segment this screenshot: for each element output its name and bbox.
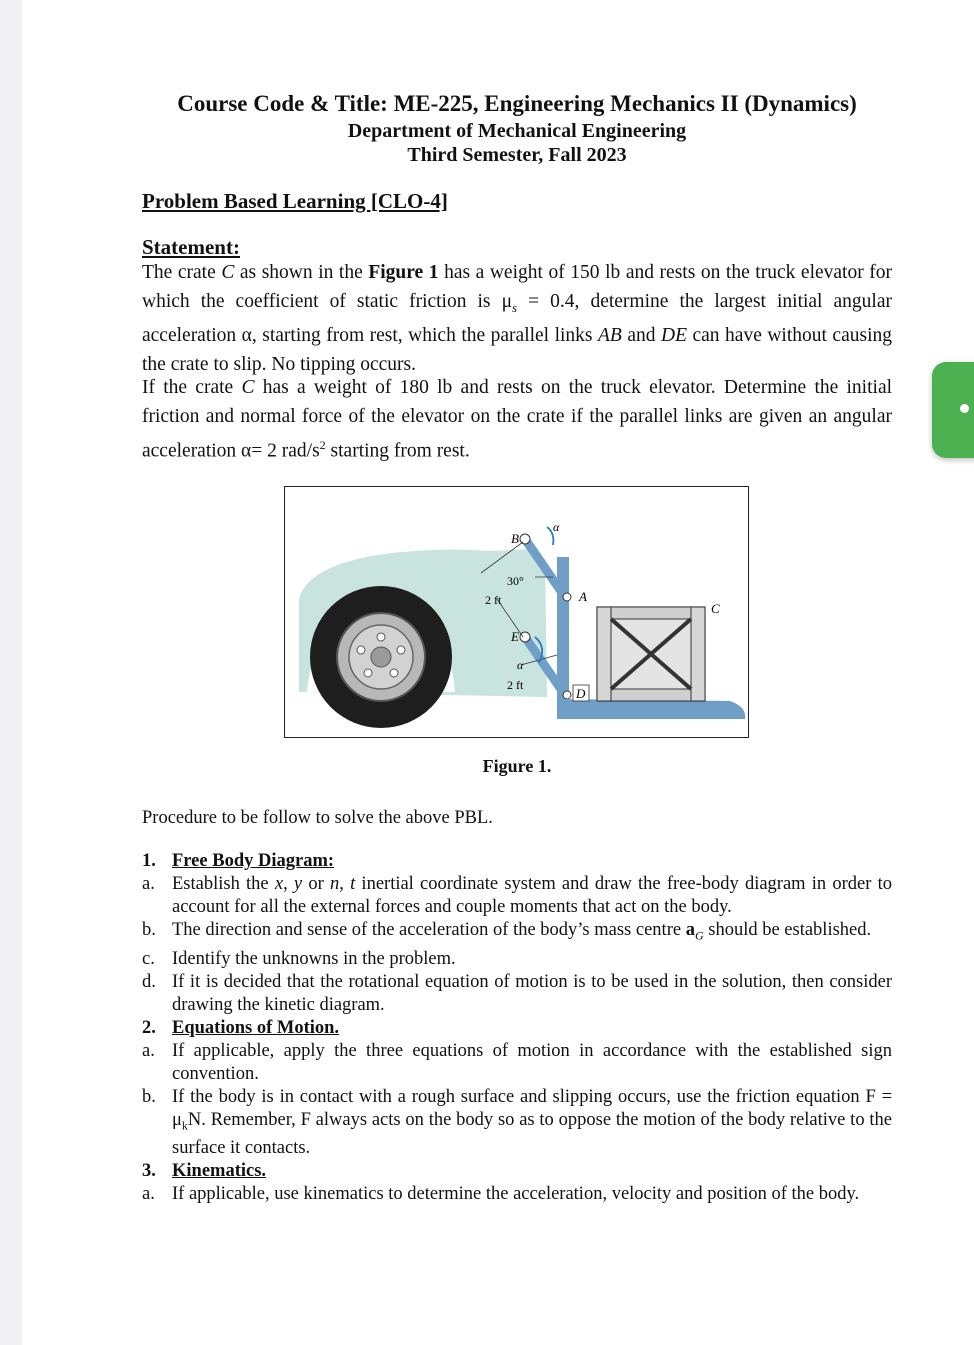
step-1a: a. Establish the x, y or n, t inertial coordinate system and draw the free-body diagram in order to account for all the external forces and couple moments that act on the body. [142, 874, 893, 917]
statement-paragraph-1: The crate C as shown in the Figure 1 has a weight of 150 lb and rests on the truck elevator for which the coefficient of static friction is $\mu_s = 0.4$, determine the largest initial angular acceleration α, starting from rest, which the parallel links AB and DE can have without causing the crate to slip. No tipping occurs. [142, 262, 893, 375]
label-e: E [511, 629, 519, 644]
dot-icon [960, 404, 969, 413]
semester-info: Third Semester, Fall 2023 [407, 144, 627, 166]
figure-caption: Figure 1. [482, 756, 552, 776]
figure-1 [284, 486, 749, 738]
step-1d: d. If it is decided that the rotational equation of motion is to be used in the solution, then consider drawing the kinetic diagram. [142, 971, 892, 1015]
section-2: 2. Equations of Motion. [142, 1017, 340, 1038]
elevator-platform [557, 699, 745, 719]
section-3: 3. Kinematics. [142, 1161, 267, 1182]
procedure-list [142, 850, 892, 1206]
truck-wheel [309, 583, 453, 728]
label-angle: 30° [507, 574, 524, 588]
step-1b: b. The direction and sense of the acceleration of the body’s mass centre $a_G$ should be established. [142, 920, 872, 943]
department-name: Department of Mechanical Engineering [347, 120, 687, 142]
step-2a: a. If applicable, apply the three equations of motion in accordance with the established sign convention. [142, 1040, 892, 1084]
label-c: C [711, 601, 720, 616]
crate-c [597, 607, 705, 701]
course-title: Course Code & Title: ME-225, Engineering Mechanics II (Dynamics) [177, 91, 857, 116]
section-1: 1. Free Body Diagram: [142, 851, 335, 871]
procedure-intro: Procedure to be follow to solve the above PBL. [142, 808, 493, 828]
label-alpha-bottom: α [517, 658, 524, 672]
statement-paragraph-2: If the crate C has a weight of 180 lb and rests on the truck elevator. Determine the initial friction and normal force of the elevator on the crate if the parallel links are given an angular acceleration α= 2 rad/$s^2$ starting from rest. [142, 377, 893, 462]
truck-elevator-diagram [285, 487, 747, 736]
left-margin-strip [0, 0, 22, 1345]
statement-heading: Statement: [142, 235, 240, 259]
step-1c: c. Identify the unknowns in the problem. [142, 948, 456, 969]
pbl-heading: Problem Based Learning [CLO-4] [142, 189, 448, 213]
label-len-bottom: 2 ft [507, 678, 524, 692]
label-a: A [579, 589, 587, 604]
label-b: B [511, 531, 519, 546]
step-2b: b. If the body is in contact with a rough surface and slipping occurs, use the friction equation $F = \mu_kN$. Remember, F always acts on the body so as to oppose the motion of the body relative to the surface it contacts. [142, 1086, 892, 1159]
label-alpha-top: α [553, 520, 560, 534]
label-len-top: 2 ft [485, 593, 502, 607]
label-d: D [576, 686, 586, 701]
step-3a: a. If applicable, use kinematics to determine the acceleration, velocity and position of the body. [142, 1184, 860, 1205]
elevator-upright [557, 557, 569, 707]
floating-action-tab[interactable] [932, 362, 974, 458]
